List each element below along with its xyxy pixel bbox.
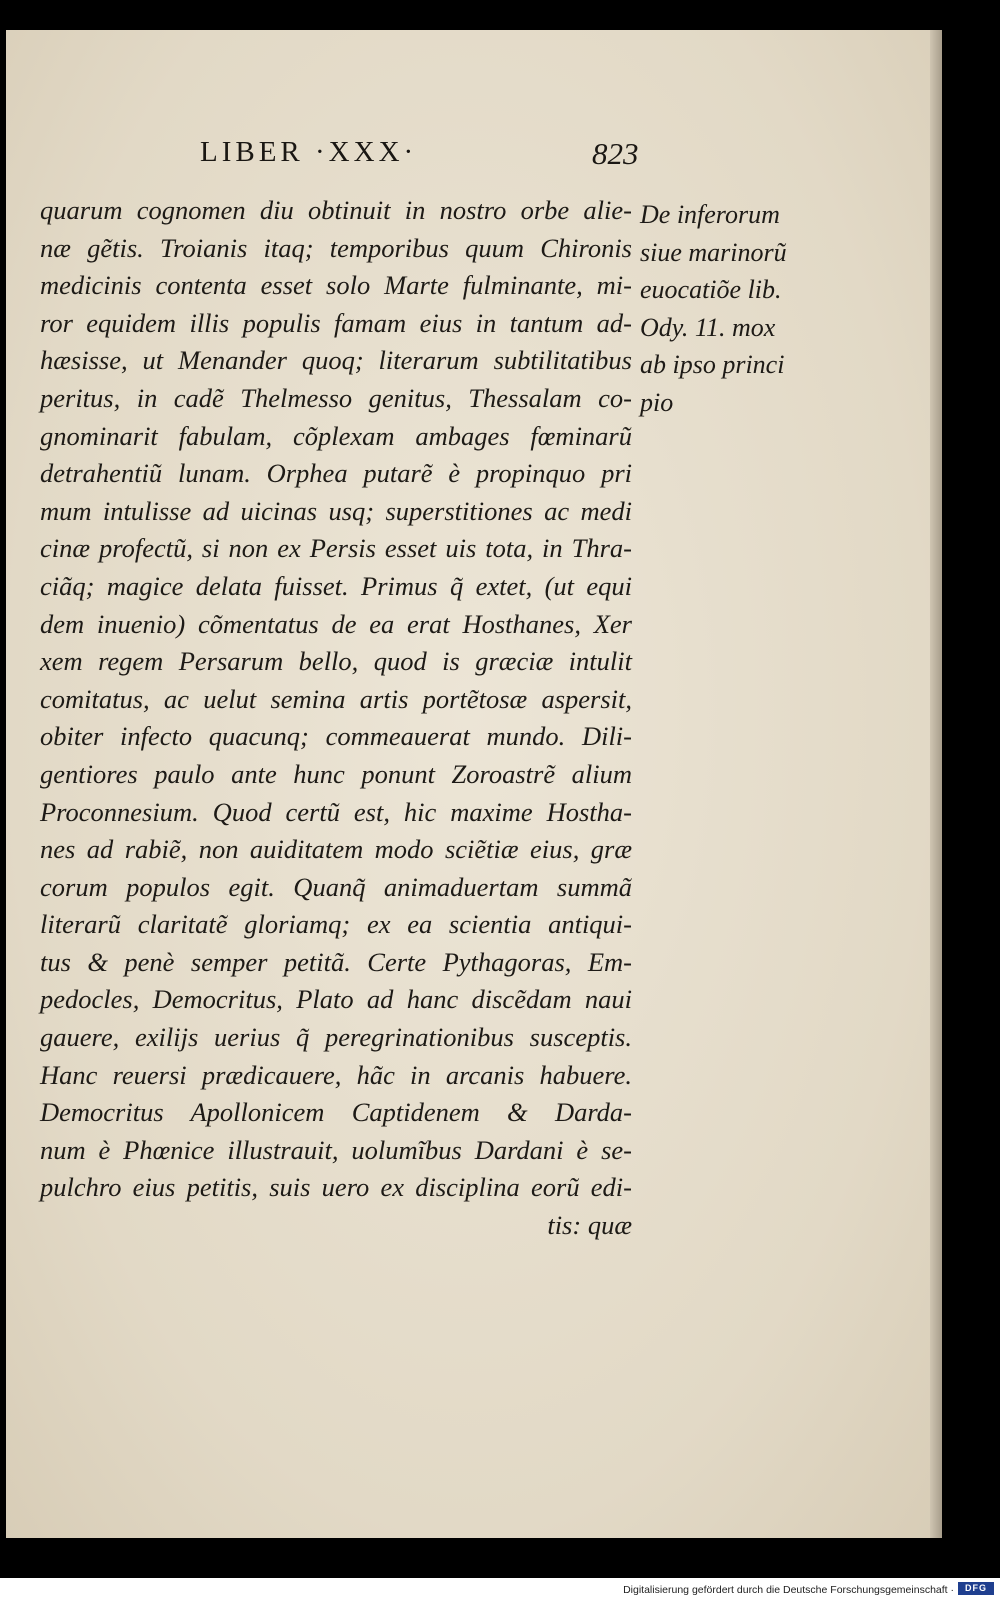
marginal-line: pio xyxy=(640,387,674,417)
text-line: quarum cognomen diu obtinuit in nostro orbe alie- xyxy=(40,195,632,225)
text-line: gauere, exilijs uerius q̃ peregrinationibus susceptis. xyxy=(40,1022,632,1053)
text-line: num è Phœnice illustrauit, uolumĩbus Dardani è se- xyxy=(40,1134,632,1165)
text-line: literarũ claritatẽ gloriamq; ex ea scientia antiqui- xyxy=(40,909,632,940)
text-line: dem inuenio) cõmentatus de ea erat Hosthanes, Xer xyxy=(40,608,632,639)
footer-bar xyxy=(0,1578,1000,1600)
text-line: xem regem Persarum bello, quod is græciæ intulit xyxy=(40,646,632,677)
marginal-line: ab ipso princi xyxy=(640,350,785,380)
text-line: tus & penè semper petitã. Certe Pythagoras, Em- xyxy=(40,946,632,977)
text-line: cinæ profectũ, si non ex Persis esset uis tota, in Thra- xyxy=(40,533,632,564)
text-line: Hanc reuersi prædicauere, hãc in arcanis habuere. xyxy=(40,1059,632,1090)
text-line: ciãq; magice delata fuisset. Primus q̃ extet, (ut equi xyxy=(40,570,632,601)
main-text-block xyxy=(40,192,632,1245)
text-line: ror equidem illis populis famam eius in tantum ad- xyxy=(40,307,632,338)
text-line: medicinis contenta esset solo Marte fulminante, mi- xyxy=(40,270,632,301)
marginal-line: siue marinorũ xyxy=(640,237,787,267)
marginal-line: Ody. 11. mox xyxy=(640,312,776,342)
text-line: detrahentiũ lunam. Orphea putarẽ è propinquo pri xyxy=(40,458,632,489)
dfg-logo: DFG xyxy=(958,1582,994,1595)
text-line: Democritus Apollonicem Captidenem & Darda- xyxy=(40,1097,632,1128)
text-line: næ gẽtis. Troianis itaq; temporibus quum Chironis xyxy=(40,232,632,263)
text-line: gentiores paulo ante hunc ponunt Zoroastrẽ alium xyxy=(40,758,632,789)
text-line: corum populos egit. Quanq̃ animaduertam summã xyxy=(40,871,632,902)
running-title: LIBER ·XXX· xyxy=(200,136,418,168)
page-number: 823 xyxy=(592,136,639,171)
marginal-line: De inferorum xyxy=(640,200,780,229)
text-line: hæsisse, ut Menander quoq; literarum subtilitatibus xyxy=(40,345,632,376)
text-line: Proconnesium. Quod certũ est, hic maxime Hostha- xyxy=(40,796,632,827)
text-line: gnominarit fabulam, cõplexam ambages fœminarũ xyxy=(40,420,632,451)
text-line: nes ad rabiẽ, non auiditatem modo sciẽtiæ eius, græ xyxy=(40,834,632,865)
marginal-note xyxy=(640,196,806,422)
text-line: obiter infecto quacunq; commeauerat mundo. Dili- xyxy=(40,721,632,752)
marginal-line: euocatiõe lib. xyxy=(640,275,782,305)
text-line: comitatus, ac uelut semina artis portẽtosæ aspersit, xyxy=(40,683,632,714)
text-line: pulchro eius petitis, suis uero ex disciplina eorũ edi- xyxy=(40,1172,632,1203)
funding-credit: Digitalisierung gefördert durch die Deutsche Forschungsgemeinschaft · xyxy=(623,1584,954,1596)
page-edge xyxy=(930,30,942,1538)
text-line: peritus, in cadẽ Thelmesso genitus, Thessalam co- xyxy=(40,382,632,413)
running-head xyxy=(200,136,660,176)
catchword-line: tis: quæ xyxy=(547,1210,632,1241)
text-line: pedocles, Democritus, Plato ad hanc discẽdam naui xyxy=(40,984,632,1015)
text-line: mum intulisse ad uicinas usq; superstitiones ac medi xyxy=(40,495,632,526)
